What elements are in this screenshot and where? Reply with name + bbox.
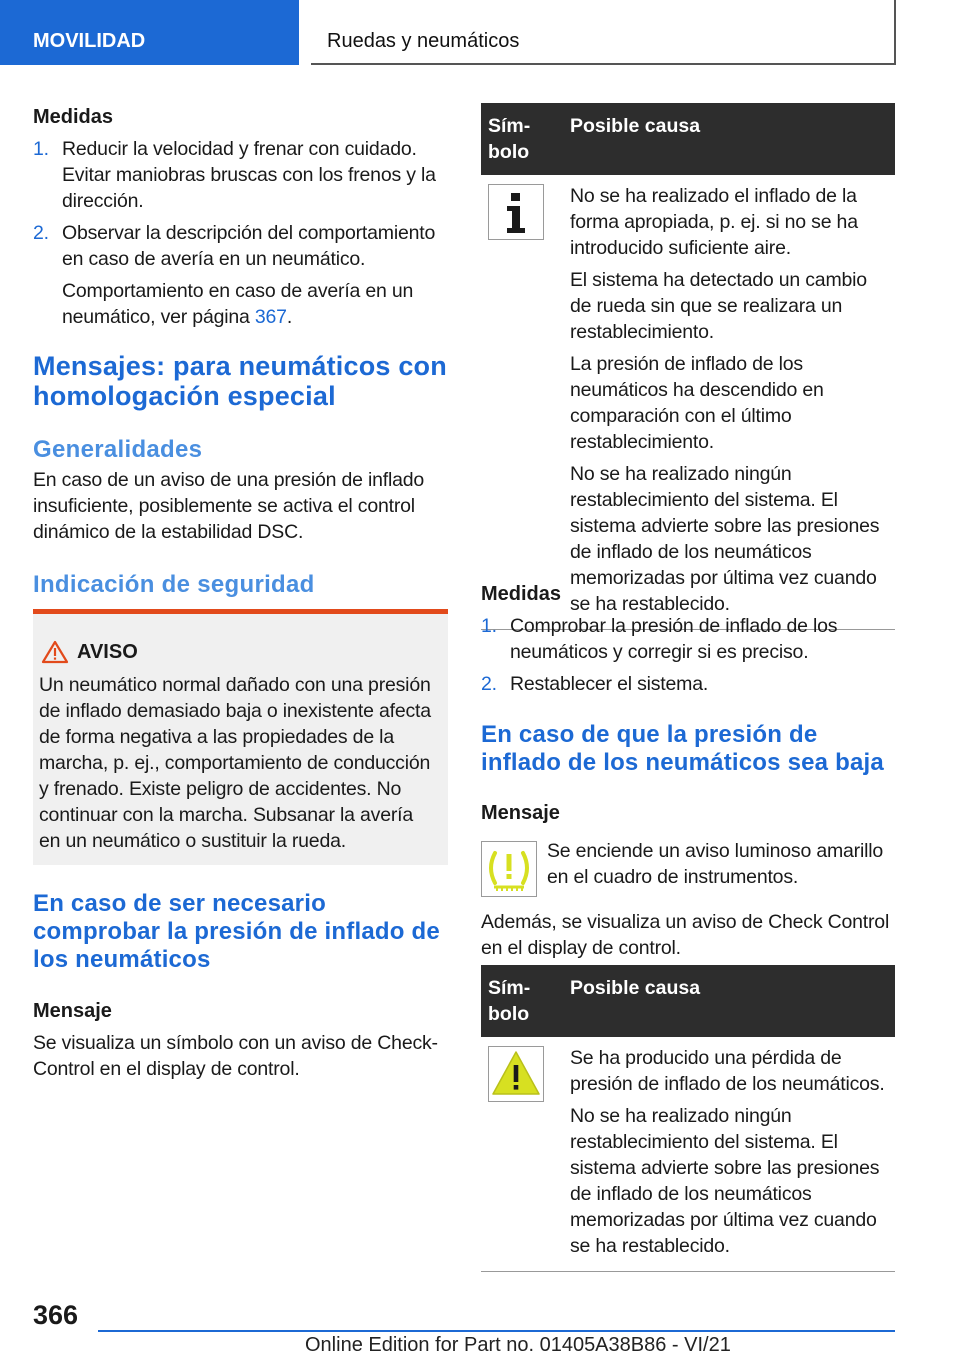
cause-text: Se ha producido una pérdida de presión de inflado de los neumáticos. [570, 1047, 885, 1095]
edition-note: Online Edition for Part no. 01405A38B86 - VI/21 [305, 1334, 731, 1356]
footer-divider [98, 1330, 895, 1332]
step-item [481, 613, 895, 665]
symbol-table-2 [481, 965, 895, 1272]
chapter-label: Ruedas y neumáticos [327, 30, 520, 52]
medidas-heading-2: Medidas [481, 583, 562, 605]
table-row [481, 175, 895, 630]
lamp-text: Se enciende un aviso luminoso amarillo en el cuadro de instrumentos. [547, 840, 884, 888]
warning-box [33, 609, 448, 865]
step-note: Comportamiento en caso de avería en un neumático, ver página 367. [62, 280, 414, 328]
section-title-low-pressure: En caso de que la presión de inflado de los neumáticos sea baja [481, 721, 884, 776]
section-tab [0, 0, 299, 65]
page-ref-link[interactable]: 367 [254, 306, 287, 328]
step-number: 1. [481, 615, 497, 637]
step-text: Restablecer el sistema. [510, 673, 709, 695]
step-text: Observar la descripción del comportamiento en caso de avería en un neumático. [62, 222, 436, 270]
warning-title [39, 640, 438, 664]
mensaje-text: Se visualiza un símbolo con un aviso de Check-Control en el display de control. [33, 1032, 438, 1080]
warning-triangle-icon [41, 640, 69, 664]
medidas-steps-2 [481, 613, 895, 697]
symbol-table-1 [481, 103, 895, 630]
step-item [33, 136, 448, 214]
section-title-check-pressure: En caso de ser necesario comprobar la presión de inflado de los neumáticos [33, 890, 440, 973]
section-label: MOVILIDAD [33, 30, 146, 52]
section-title-special-tires: Mensajes: para neumáticos con homologación especial [33, 351, 447, 411]
cause-text: No se ha realizado el inflado de la forma apropiada, p. ej. si no se ha introducido suficiente aire. [570, 185, 858, 259]
mensaje-heading-2: Mensaje [481, 802, 560, 824]
safety-heading: Indicación de seguridad [33, 571, 315, 598]
cause-text: La presión de inflado de los neumáticos ha descendido en comparación con el último restablecimiento. [570, 353, 824, 453]
chapter-tab [311, 0, 896, 65]
table-row [481, 1037, 895, 1272]
generalidades-heading: Generalidades [33, 436, 203, 463]
step-item [33, 220, 448, 330]
table-header-row [481, 965, 895, 1037]
page-number: 366 [33, 1300, 79, 1330]
step-number: 2. [33, 222, 49, 244]
cause-column-header: Posible causa [561, 103, 895, 175]
symbol-column-header: Sím-bolo [481, 965, 561, 1037]
mensaje-heading: Mensaje [33, 1000, 112, 1022]
step-number: 2. [481, 673, 497, 695]
generalidades-text: En caso de un aviso de una presión de inflado insuficiente, posiblemente se activa el control dinámico de la estabilidad DSC. [33, 469, 425, 543]
symbol-column-header: Sím-bolo [481, 103, 561, 175]
cause-text: No se ha realizado ningún restablecimiento del sistema. El sistema advierte sobre las presiones de inflado de los neumáticos memorizadas por última vez cuando se ha restablecido. [570, 1105, 880, 1257]
step-number: 1. [33, 138, 49, 160]
cause-text: El sistema ha detectado un cambio de rueda sin que se realizara un restablecimiento. [570, 269, 867, 343]
step-text: Comprobar la presión de inflado de los neumáticos y corregir si es preciso. [510, 615, 838, 663]
warning-label: AVISO [77, 640, 138, 663]
warning-text: Un neumático normal dañado con una presión de inflado demasiado baja o inexistente afecta de forma negativa a las propiedades de la marcha, p. ej., comportamiento de conducción y frenado. Existe peligro de accidentes. No continuar con la marcha. Subsanar la avería en un neumático o sustituir la rueda. [39, 674, 431, 852]
medidas-steps [33, 136, 448, 330]
warning-triangle-icon [488, 1046, 544, 1102]
info-icon [488, 184, 544, 240]
cause-text: No se ha realizado ningún restablecimiento del sistema. El sistema advierte sobre las presiones de inflado de los neumáticos memorizadas por última vez cuando se ha restablecido. [570, 463, 880, 615]
medidas-heading: Medidas [33, 106, 114, 128]
cause-column-header: Posible causa [561, 965, 895, 1037]
step-text: Reducir la velocidad y frenar con cuidado. Evitar maniobras bruscas con los frenos y la dirección. [62, 138, 436, 212]
step-item [481, 671, 895, 697]
table-header-row [481, 103, 895, 175]
tire-pressure-warning-icon [481, 841, 537, 897]
extra-text: Además, se visualiza un aviso de Check Control en el display de control. [481, 911, 890, 959]
